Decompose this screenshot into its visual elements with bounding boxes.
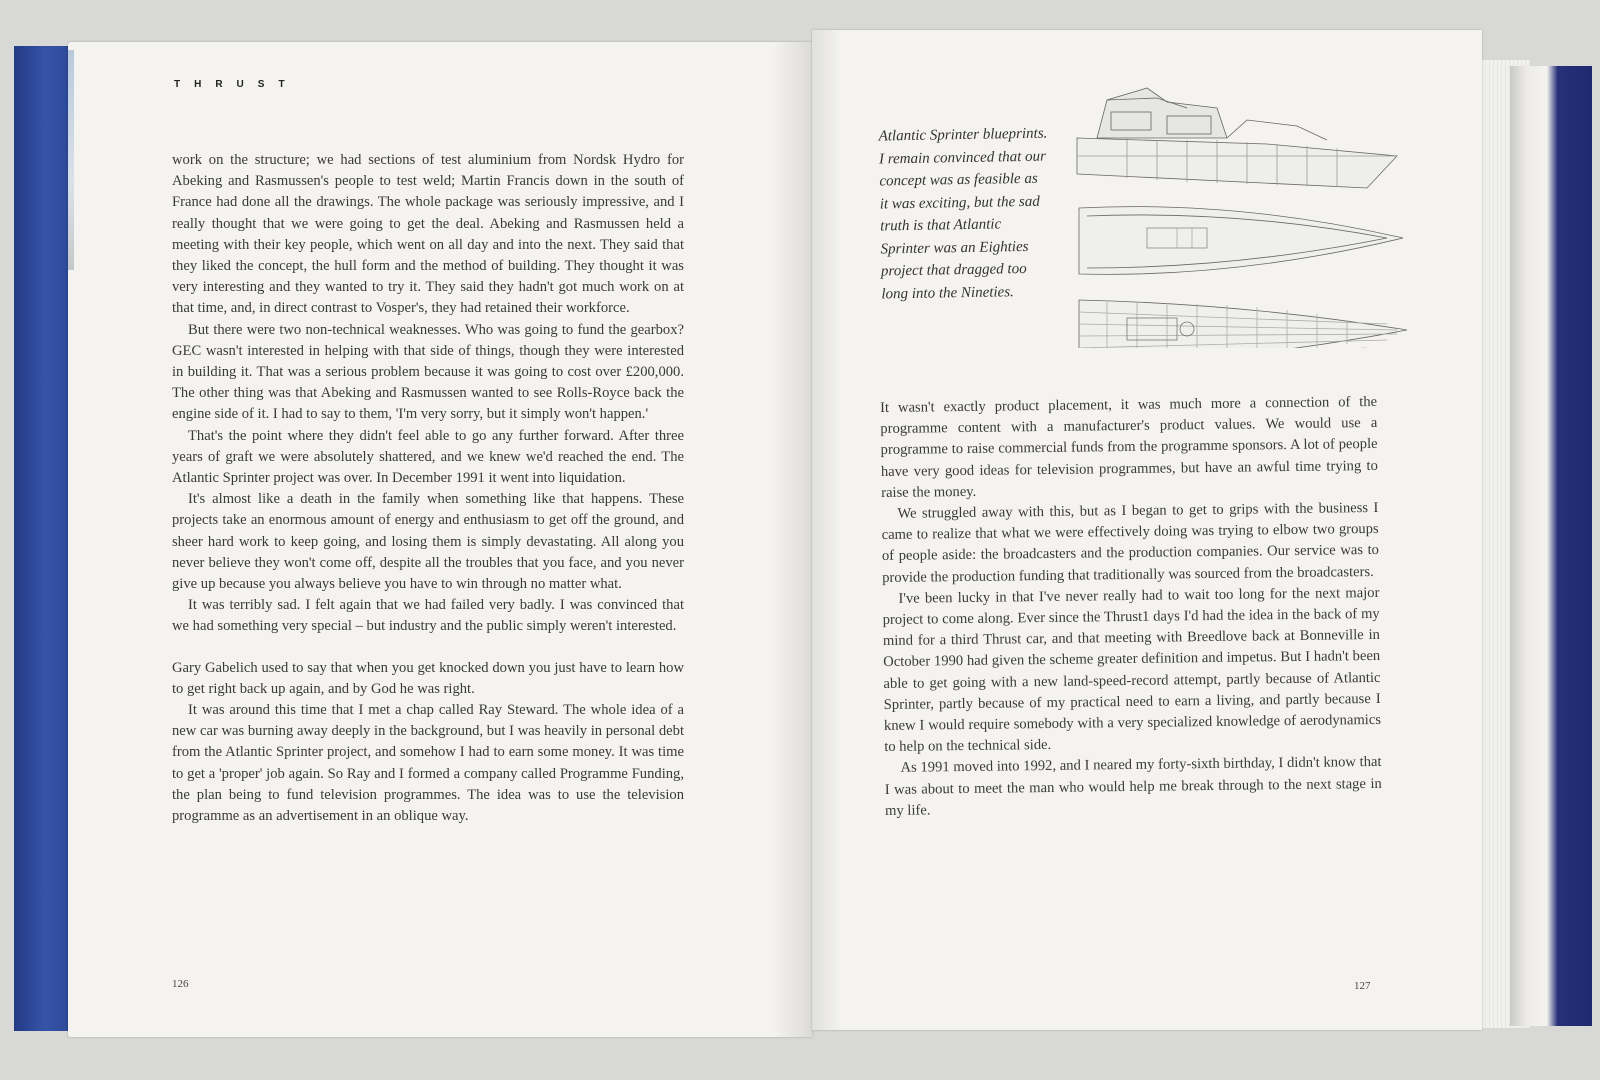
right-page-body: [880, 392, 1382, 822]
paragraph: As 1991 moved into 1992, and I neared my forty-sixth birthday, I didn't know that I was about to meet the man who would help me break through to the next stage in my life.: [884, 754, 1382, 819]
paragraph: work on the structure; we had sections of test aluminium from Nordsk Hydro for Abeking and Rasmussen's people to test weld; Martin Francis down in the south of France had done all the drawings. The whole package was seriously impressive, and I really thought that we were going to get the deal. Abeking and Rasmussen held a meeting with their key people, which went on all day and into the next. They said that they liked the concept, the hull form and the method of building. They thought it was very interesting and they wanted to try it. They said they hadn't got much work on at that time, and, in direct contrast to Vosper's, they had retained their workforce.: [172, 152, 684, 317]
paragraph: Gary Gabelich used to say that when you get knocked down you just have to learn how to get right back up again, and by God he was right.: [172, 659, 684, 697]
paragraph: I've been lucky in that I've never really had to wait too long for the next major project to come along. Ever since the Thrust1 days I'd had the idea in the back of my mind for a third Thrust car, and that meeting with Breedlove back at Bonneville in October 1990 had given the scheme greater definition and impetus. But I hadn't been able to get going with a new land-speed-record attempt, partly because of Atlantic Sprinter, partly because of my practical need to earn a living, and partly because I knew I would require somebody with a very specialized knowledge of aerodynamics to help on the technical side.: [882, 584, 1382, 756]
paragraph: It's almost like a death in the family when something like that happens. These projects take an enormous amount of energy and enthusiasm to get off the ground, and sheer hard work to keep going, and losing them is simply devastating. All along you never believe they won't come off, despite all the troubles that you face, and you never give up because you always believe you have to win through no matter what.: [172, 491, 684, 593]
blueprint-drawing: [1067, 78, 1407, 348]
paragraph: That's the point where they didn't feel able to go any further forward. After three years of graft we were absolutely shattered, and we knew we'd reached the end. The Atlantic Sprinter project was over. In December 1991 it went into liquidation.: [172, 427, 684, 487]
paragraph: It was terribly sad. I felt again that we had failed very badly. I was convinced that we had something very special – but industry and the public simply weren't interested.: [172, 597, 684, 635]
paragraph: But there were two non-technical weaknesses. Who was going to fund the gearbox? GEC wasn't interested in helping with that side of things, though they were interested in building it. That was a serious problem because it was going to cost over £200,000. The other thing was that Abeking and Rasmussen wanted to see Rolls-Royce back the engine side of it. I had to say to them, 'I'm very sorry, but it simply won't happen.': [172, 321, 684, 423]
photo-edge-strip: [68, 50, 74, 270]
boat-blueprint-figure: [1067, 78, 1407, 348]
right-page: [812, 30, 1482, 1030]
paragraph: It was around this time that I met a chap called Ray Steward. The whole idea of a new car was burning away deeply in the background, but I was heavily in personal debt from the Atlantic Sprinter project, and somehow I had to earn some money. It was time to get a 'proper' job again. So Ray and I formed a company called Programme Funding, the plan being to fund television programmes. The idea was to use the television programme as an advertisement in an oblique way.: [172, 702, 684, 825]
book-cover-right: [1510, 66, 1592, 1026]
left-page-body: [172, 150, 684, 827]
paragraph: We struggled away with this, but as I began to get to grips with the business I came to realize that what we were effectively doing was trying to elbow two groups of people aside: the broadcasters and the production companies. Our service was to provide the production funding that traditionally was sourced from the broadcasters.: [881, 499, 1379, 586]
figure-caption: Atlantic Sprinter blueprints. I remain convinced that our concept was as feasible as it was exciting, but the sad truth is that Atlantic Sprinter was an Eighties project that dragged too long into the Nineties.: [878, 125, 1048, 302]
running-head: THRUST: [174, 79, 299, 90]
page-number: 127: [1354, 980, 1371, 992]
page-number: 126: [172, 978, 189, 990]
paragraph: It wasn't exactly product placement, it was much more a connection of the programme content with a manufacturer's product values. We would use a programme to raise commercial funds from the programme sponsors. A lot of people have very good ideas for television programmes, but have an awful time trying to raise the money.: [880, 393, 1378, 501]
left-page: [68, 42, 812, 1037]
